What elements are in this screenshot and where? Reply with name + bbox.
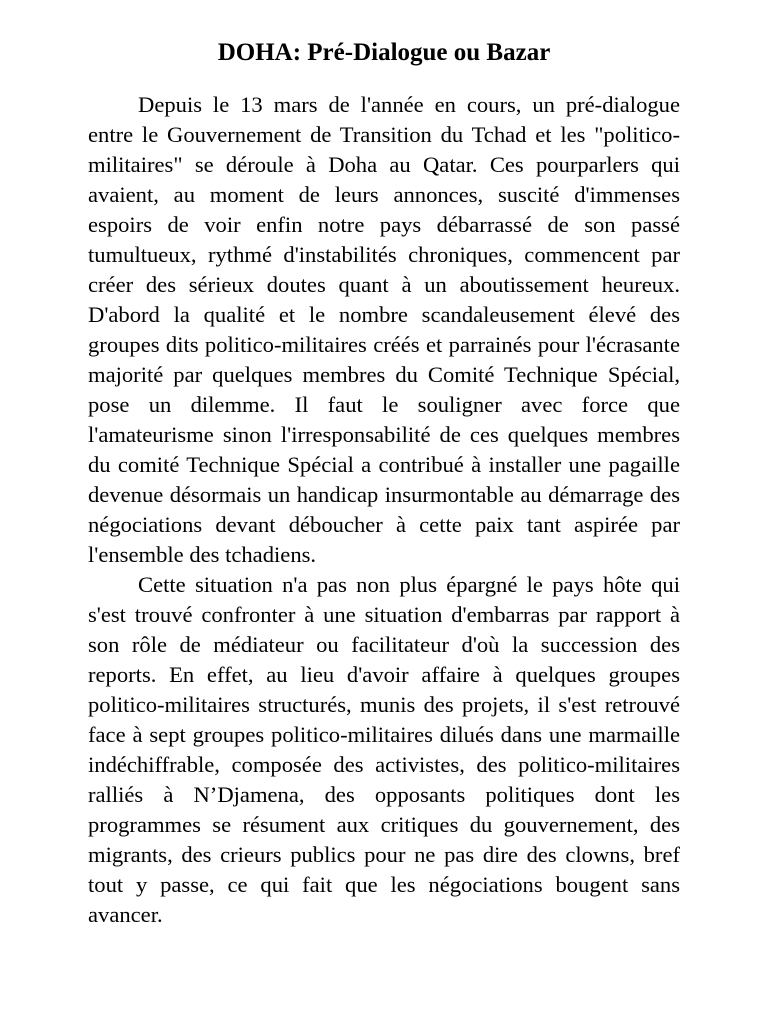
paragraph-2: Cette situation n'a pas non plus épargné le pays hôte qui s'est trouvé confronter à une situation d'embarras par rapport à son rôle de médiateur ou facilitateur d'où la succession des reports. En effet, au lieu d'avoir affaire à quelques groupes politico-militaires structurés, munis des projets, il s'est retrouvé face à sept groupes politico-militaires dilués dans une marmaille indéchiffrable, composée des activistes, des politico-militaires ralliés à N’Djamena, des opposants politiques dont les programmes se résument aux critiques du gouvernement, des migrants, des crieurs publics pour ne pas dire des clowns, bref tout y passe, ce qui fait que les négociations bougent sans avancer. — [88, 572, 680, 927]
document-page — [88, 38, 680, 930]
paragraph-1: Depuis le 13 mars de l'année en cours, un pré-dialogue entre le Gouvernement de Transition du Tchad et les "politico-militaires" se déroule à Doha au Qatar. Ces pourparlers qui avaient, au moment de leurs annonces, suscité d'immenses espoirs de voir enfin notre pays débarrassé de son passé tumultueux, rythmé d'instabilités chroniques, commencent par créer des sérieux doutes quant à un aboutissement heureux. D'abord la qualité et le nombre scandaleusement élevé des groupes dits politico-militaires créés et parrainés pour l'écrasante majorité par quelques membres du Comité Technique Spécial, pose un dilemme. Il faut le souligner avec force que l'amateurisme sinon l'irresponsabilité de ces quelques membres du comité Technique Spécial a contribué à installer une pagaille devenue désormais un handicap insurmontable au démarrage des négociations devant déboucher à cette paix tant aspirée par l'ensemble des tchadiens. — [88, 92, 680, 567]
document-title: DOHA: Pré-Dialogue ou Bazar — [217, 39, 551, 66]
